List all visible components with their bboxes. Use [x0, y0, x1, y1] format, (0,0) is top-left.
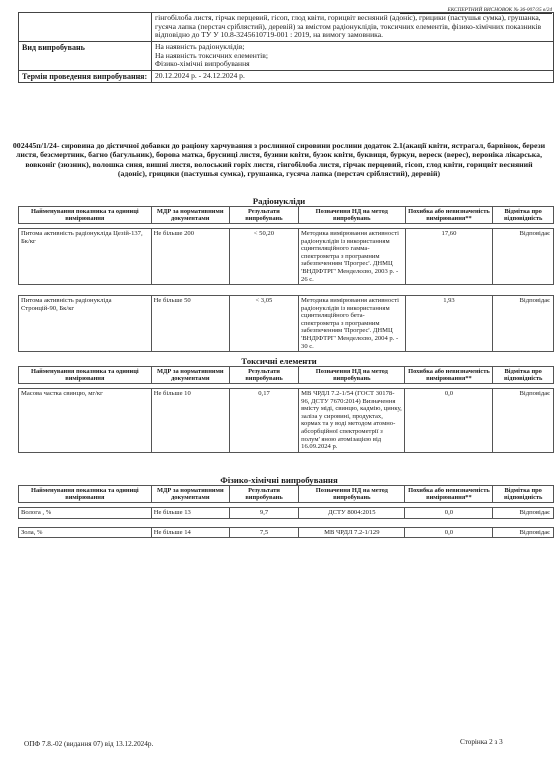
test-period-label: Термін проведення випробування:	[19, 70, 152, 82]
table-row	[19, 229, 554, 285]
cell-result: 0,17	[229, 389, 298, 453]
col-header-name: Найменування показника та одиниці вимірювання	[19, 367, 152, 384]
cell-error: 0,0	[405, 389, 493, 453]
cell-error: 0,0	[405, 508, 493, 519]
col-header-mark: Відмітка про відповідність	[493, 486, 554, 503]
test-type-values	[152, 41, 554, 70]
col-header-result: Результати випробувань	[229, 486, 298, 503]
test-type-line: На наявність токсичних елементів;	[155, 50, 268, 60]
cell-method: МВ ЧРДЛ 7.2-1/54 (ГОСТ 30178-96, ДСТУ 7670:2014) Визначення вмісту міді, свинцю, кадмію, цинку, заліза у сировині, продуктах, кормах та у воді методом атомно-абсорбційної спектрометрії з полум' яною атомізацією від 16.09.2024 р.	[299, 389, 405, 453]
cell-result: 7,5	[229, 527, 298, 538]
table-header-row	[19, 207, 554, 224]
page-number: Сторінка 2 з 3	[460, 738, 503, 746]
running-header: ЕКСПЕРТНИЙ ВИСНОВОК № 36-007/35 в/24	[400, 7, 552, 14]
col-header-method: Позначення НД на метод випробувань	[299, 486, 405, 503]
col-header-mark: Відмітка про відповідність	[493, 207, 554, 224]
col-header-result: Результати випробувань	[229, 367, 298, 384]
spacer-row	[19, 518, 554, 527]
test-type-line: На наявність радіонуклідів;	[155, 41, 245, 51]
table-row	[19, 389, 554, 453]
col-header-name: Найменування показника та одиниці вимірювання	[19, 486, 152, 503]
cell-name: Зола, %	[19, 527, 152, 538]
sample-text: сировина до дієтичної добавки до раціону харчування з рослинної сировини рослини додаток 2.1(акації квіти, ястрагал, барвінок, берези листя, безсмертник, багно (багульник), борова матка, брусниці листя, бузини квіти, бузок квіти, буквиця, буркун, вереск (верес), вероніка лікарська, вовконіг (зюзник), волошка синя, вишні листя, волоський горіх листя, гінгобілоба листя, гірчак перцевий, гісоп, глод квіти, горицвіт весняний (адоніс), грицики (пастушья сумка), грушанка, гусяча лапка (перстач сріблястий), деревій)	[15, 141, 546, 179]
cell-result: < 3,05	[229, 296, 298, 352]
test-type-row	[19, 41, 554, 70]
section-title-toxic: Токсичні елементи	[241, 356, 317, 366]
test-type-label: Вид випробувань	[19, 41, 152, 70]
form-code: ОПФ 7.8.-02 (видання 07) від 13.12.2024р.	[24, 740, 154, 748]
cell-mdr: Не більше 14	[151, 527, 229, 538]
table-header-row	[19, 486, 554, 503]
col-header-method: Позначення НД на метод випробувань	[299, 207, 405, 224]
cell-name: Волога , %	[19, 508, 152, 519]
physchem-table	[18, 485, 554, 538]
test-type-line: Фізико-хімічні випробування	[155, 59, 250, 69]
section-title-physchem: Фізико-хімічні випробування	[220, 475, 338, 485]
cell-method: МВ ЧРДЛ 7.2-1/129	[299, 527, 405, 538]
cell-mark: Відповідає	[493, 229, 554, 285]
cell-mark: Відповідає	[493, 508, 554, 519]
cell-method: Методика вимірювання активності радіонуклідів із використанням сцинтиляційного бета-спектрометра з програмним забезпеченням 'Прогрес'. ДНМЦ 'ВНДІФТРГ' Менделєєво, 2004 р. - 30 с.	[299, 296, 405, 352]
cell-error: 17,60	[405, 229, 493, 285]
cell-mark: Відповідає	[493, 296, 554, 352]
test-period-row	[19, 70, 554, 82]
cell-name: Питома активність радіонукліда Цезій-137, Бк/кг	[19, 229, 152, 285]
test-period-value: 20.12.2024 р. - 24.12.2024 р.	[152, 70, 554, 82]
col-header-method: Позначення НД на метод випробувань	[299, 367, 405, 384]
continued-label-cell	[19, 13, 152, 42]
cell-mdr: Не більше 50	[151, 296, 229, 352]
cell-mdr: Не більше 10	[151, 389, 229, 453]
continued-row	[19, 13, 554, 42]
cell-error: 0,0	[405, 527, 493, 538]
col-header-mdr: МДР за нормативними документами	[151, 367, 229, 384]
col-header-name: Найменування показника та одиниці вимірювання	[19, 207, 152, 224]
cell-method: ДСТУ 8004:2015	[299, 508, 405, 519]
sample-description	[12, 141, 546, 178]
cell-method: Методика вимірювання активності радіонуклідів із використанням сцинтиляційного гамма-спектрометра з програмним забезпеченням 'Прогрес'. ДНМЦ 'ВНДІФТРГ' Менделєєво, 2003 р. - 26 с.	[299, 229, 405, 285]
spacer-row	[19, 285, 554, 296]
cell-name: Масова частка свинцю, мг/кг	[19, 389, 152, 453]
cell-result: < 50,20	[229, 229, 298, 285]
toxic-table	[18, 366, 554, 453]
cell-result: 9,7	[229, 508, 298, 519]
radionuclides-table	[18, 206, 554, 352]
sample-code: 002445п/1/24-	[12, 141, 60, 150]
table-row	[19, 527, 554, 538]
cell-mdr: Не більше 200	[151, 229, 229, 285]
cell-error: 1,93	[405, 296, 493, 352]
col-header-result: Результати випробувань	[229, 207, 298, 224]
col-header-error: Похибка або невизначеність вимірювання**	[405, 367, 493, 384]
col-header-mark: Відмітка про відповідність	[493, 367, 554, 384]
cell-mdr: Не більше 13	[151, 508, 229, 519]
cell-name: Питома активність радіонукліда Стронцій-90, Бк/кг	[19, 296, 152, 352]
table-row	[19, 508, 554, 519]
cell-mark: Відповідає	[493, 389, 554, 453]
col-header-mdr: МДР за нормативними документами	[151, 207, 229, 224]
section-title-radionuclides: Радіонукліди	[252, 196, 306, 206]
test-info-table	[18, 12, 554, 83]
col-header-error: Похибка або невизначеність вимірювання**	[405, 486, 493, 503]
cell-mark: Відповідає	[493, 527, 554, 538]
table-header-row	[19, 367, 554, 384]
table-row	[19, 296, 554, 352]
continued-text: гінгобілоба листя, гірчак перцевий, гісоп, глод квіти, горицвіт весняний (адоніс), грицики (пастушья сумка), грушанка, гусяча лапка (перстач сріблястий), деревій) за вмістом радіонуклідів, токсичних елементів, фізико-хімічних показників відповідно до ТУ У 10.8-3245610719-001 : 2019, на вимогу замовника.	[152, 13, 554, 42]
col-header-mdr: МДР за нормативними документами	[151, 486, 229, 503]
col-header-error: Похибка або невизначеність вимірювання**	[405, 207, 493, 224]
